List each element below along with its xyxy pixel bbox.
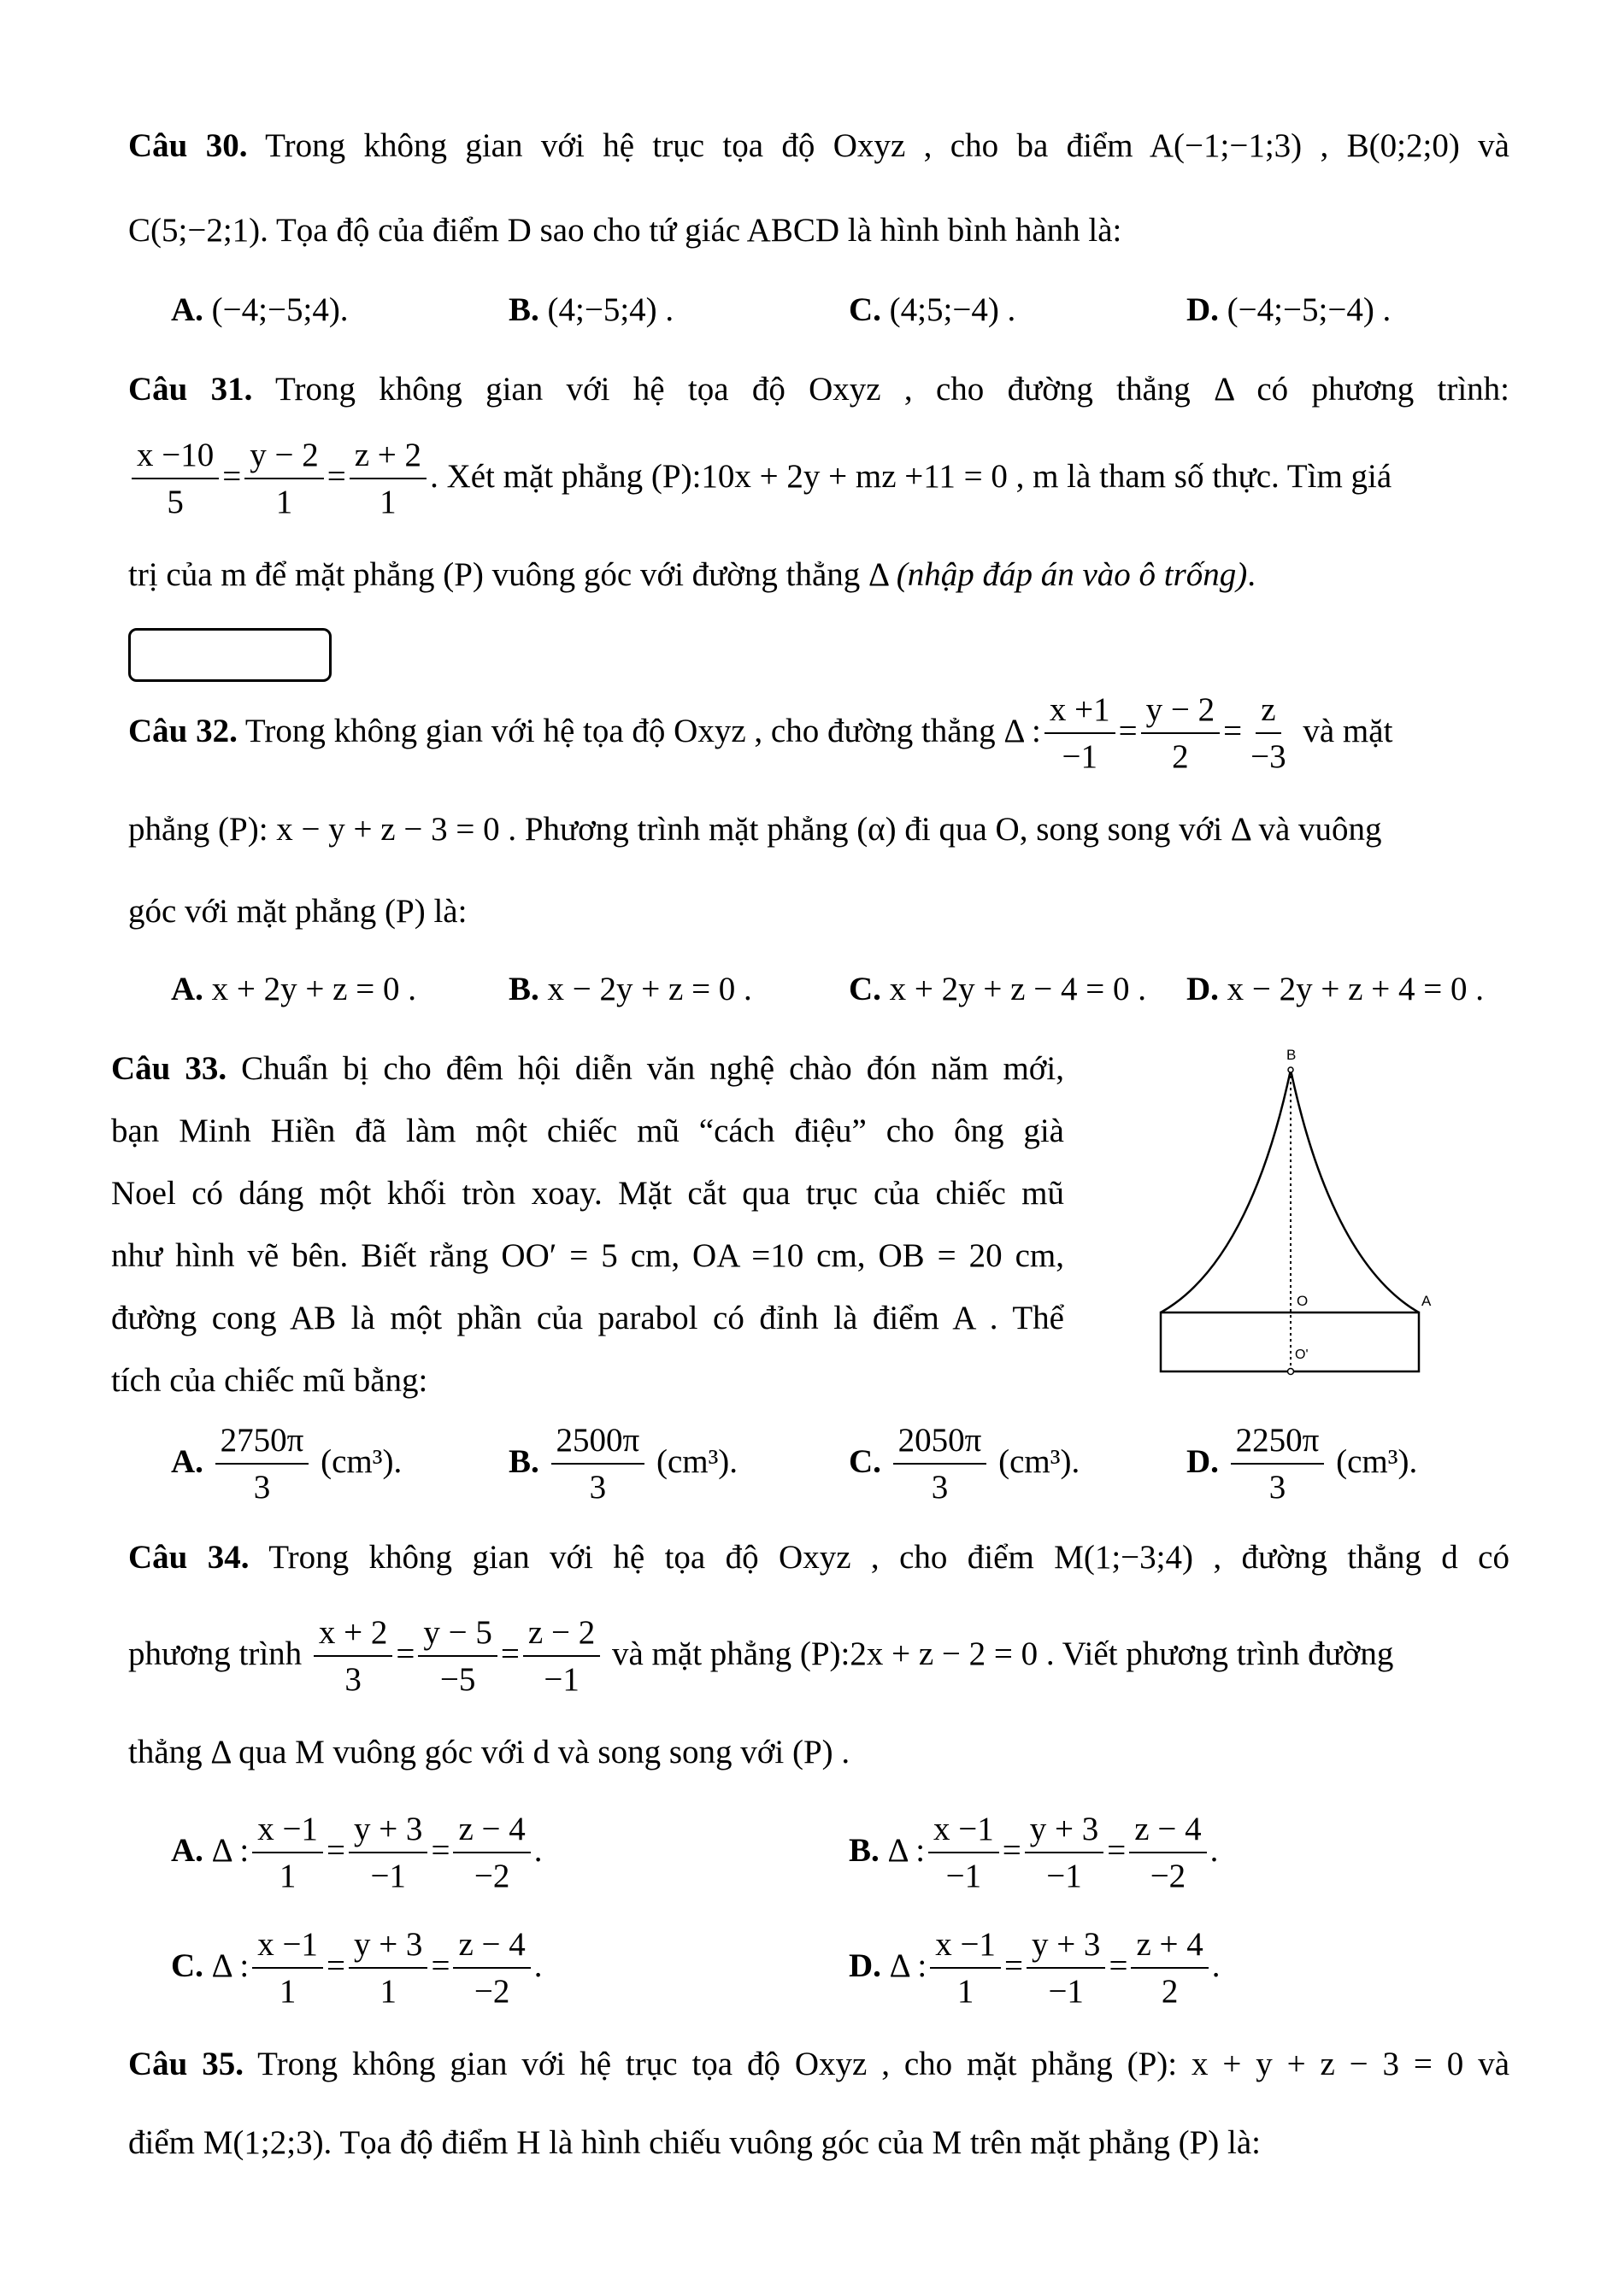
q33-line: Câu 33. Chuẩn bị cho đêm hội diễn văn nghệ chào đón năm mới, [111,1050,1064,1087]
q32-option-b: B. x − 2y + z = 0 . [509,971,752,1007]
q30-label: Câu 30. [128,127,248,164]
q33-text [111,1037,1064,1412]
figure-label-b: B [1286,1047,1297,1063]
hat-cross-section-figure [1137,1025,1453,1384]
q34-option-d: D. Δ : $\frac{x -1}{1}$ = $\frac{y + 3}{-1}$ = $\frac{z + 4}{2}$ . [849,1926,1221,2010]
q30-option-c: C. (4;5;−4) . [849,291,1016,328]
q35-line2: điểm M(1;2;3). Tọa độ điểm H là hình chiếu vuông góc của M trên mặt phẳng (P) là: [128,2124,1261,2161]
q31-fraction-z: $\frac{z + 2}{1}$ [350,437,427,521]
figure-label-o: O [1297,1293,1309,1309]
q33-line: bạn Minh Hiền đã làm một chiếc mũ “cách điệu” cho ông già [111,1113,1064,1149]
q31-line2: $\frac{x -10}{5}$ = $\frac{y - 2}{1}$ = $\frac{z + 2}{1}$ . Xét mặt phẳng (P):10x + 2y + mz +11 = 0 , m là tham số thực. Tìm giá [128,437,1392,521]
q33-line: đường cong AB là một phần của parabol có đỉnh là điểm A . Thể [111,1300,1064,1336]
figure-label-a: A [1421,1293,1432,1309]
q33-option-b: B. $\frac{2500\pi}{3}$ (cm³). [509,1422,738,1506]
q31-fraction-x: $\frac{x -10}{5}$ [132,437,219,521]
q33-label: Câu 33. [111,1050,227,1087]
q32-fraction-z: $\frac{z}{-3}$ [1250,691,1286,775]
q34-option-a: A. Δ : $\frac{x -1}{1}$ = $\frac{y + 3}{-1}$ = $\frac{z - 4}{-2}$ . [171,1811,543,1894]
q34-label: Câu 34. [128,1539,250,1576]
q30-line1: Câu 30. Trong không gian với hệ trục tọa độ Oxyz , cho ba điểm A(−1;−1;3) , B(0;2;0) và [128,127,1509,164]
q31-fraction-y: $\frac{y - 2}{1}$ [244,437,324,521]
q32-fraction-y: $\frac{y - 2}{2}$ [1141,692,1221,776]
q34-line2: phương trình $\frac{x + 2}{3}$ = $\frac{y - 5}{-5}$ = $\frac{z - 2}{-1}$ và mặt phẳng (P):2x + z − 2 = 0 . Viết phương trình đường [128,1614,1394,1698]
q33-option-a: A. $\frac{2750\pi}{3}$ (cm³). [171,1422,403,1506]
q33-line: tích của chiếc mũ bằng: [111,1362,428,1399]
q35-line1: Câu 35. Trong không gian với hệ trục tọa độ Oxyz , cho mặt phẳng (P): x + y + z − 3 = 0 và [128,2046,1510,2082]
q30-option-a: A. (−4;−5;4). [171,291,349,328]
q31-line3: trị của m để mặt phẳng (P) vuông góc với đường thẳng Δ (nhập đáp án vào ô trống). [128,556,1256,593]
q33-line: như hình vẽ bên. Biết rằng OO′ = 5 cm, OA =10 cm, OB = 20 cm, [111,1237,1064,1274]
q34-line1: Câu 34. Trong không gian với hệ tọa độ Oxyz , cho điểm M(1;−3;4) , đường thẳng d có [128,1539,1509,1576]
q32-line2: phẳng (P): x − y + z − 3 = 0 . Phương trình mặt phẳng (α) đi qua O, song song với Δ và vuông [128,811,1382,848]
q32-option-c: C. x + 2y + z − 4 = 0 . [849,971,1146,1007]
q35-label: Câu 35. [128,2046,244,2082]
q34-line3: thẳng Δ qua M vuông góc với d và song song với (P) . [128,1734,850,1770]
q32-line1: Câu 32. Trong không gian với hệ tọa độ Oxyz , cho đường thẳng Δ : $\frac{x +1}{-1}$ = $\frac{y - 2}{2}$ = $\frac{z}{-3}$ và mặt [128,691,1393,775]
q33-option-d: D. $\frac{2250\pi}{3}$ (cm³). [1186,1422,1418,1506]
q31-label: Câu 31. [128,371,253,408]
q30-option-d: D. (−4;−5;−4) . [1186,291,1392,328]
q34-option-c: C. Δ : $\frac{x -1}{1}$ = $\frac{y + 3}{1}$ = $\frac{z - 4}{-2}$ . [171,1926,543,2010]
q30-option-b: B. (4;−5;4) . [509,291,674,328]
q30-line2: C(5;−2;1). Tọa độ của điểm D sao cho tứ giác ABCD là hình bình hành là: [128,212,1122,249]
q33-line: Noel có dáng một khối tròn xoay. Mặt cắt qua trục của chiếc mũ [111,1175,1064,1212]
q32-line3: góc với mặt phẳng (P) là: [128,893,468,930]
figure-label-o-prime: O' [1295,1348,1309,1362]
q34-option-b: B. Δ : $\frac{x -1}{-1}$ = $\frac{y + 3}{-1}$ = $\frac{z - 4}{-2}$ . [849,1811,1219,1894]
q32-option-a: A. x + 2y + z = 0 . [171,971,416,1007]
q32-label: Câu 32. [128,712,238,749]
q31-answer-input[interactable] [128,628,332,682]
q32-option-d: D. x − 2y + z + 4 = 0 . [1186,971,1484,1007]
q31-line1: Câu 31. Trong không gian với hệ tọa độ Oxyz , cho đường thẳng Δ có phương trình: [128,371,1510,408]
q32-fraction-x: $\frac{x +1}{-1}$ [1044,692,1115,776]
q33-option-c: C. $\frac{2050\pi}{3}$ (cm³). [849,1422,1080,1506]
